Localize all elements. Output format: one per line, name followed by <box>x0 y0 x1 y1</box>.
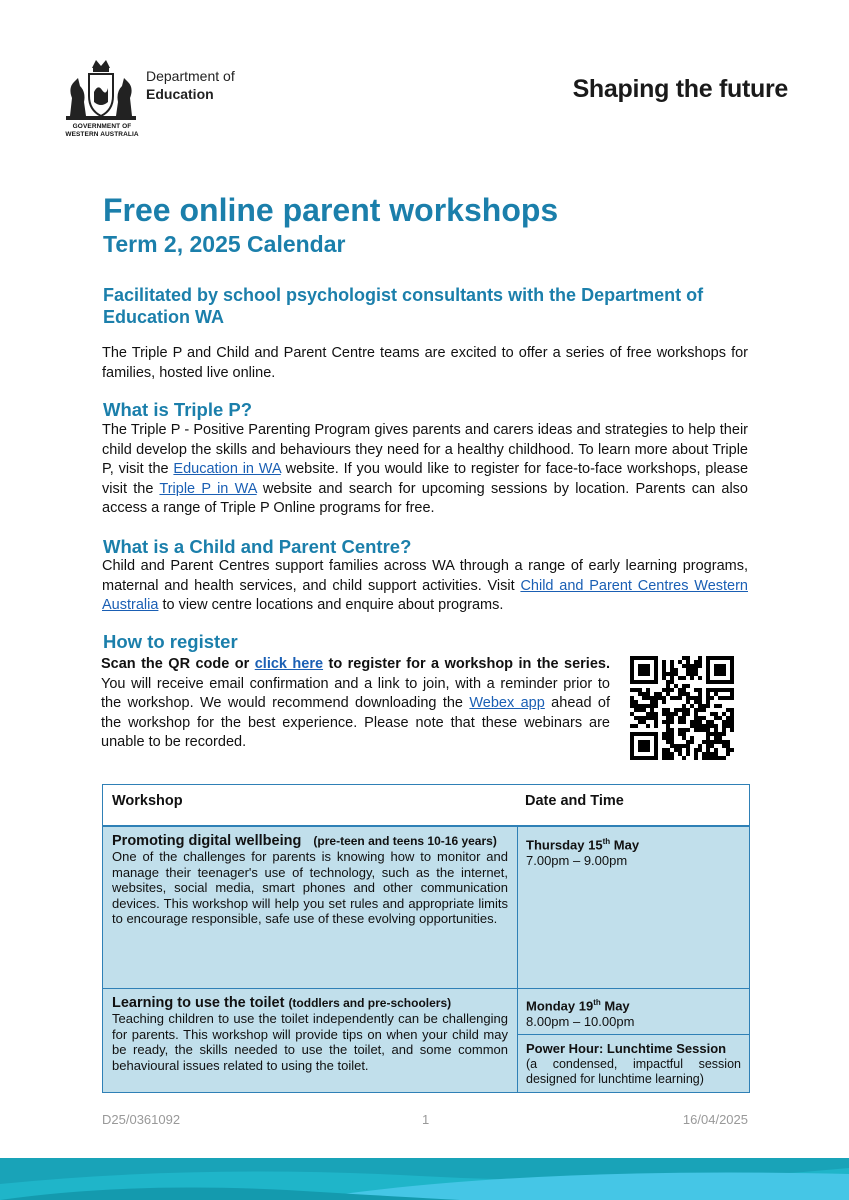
triple-p-paragraph: The Triple P - Positive Parenting Program gives parents and carers ideas and strategies to help their child develop the skills and behaviours they need for a healthy childhood. To learn more about Triple P, visit the Education in WA website. If you would like to register for face-to-face workshops, please visit the Triple P in WA website and search for upcoming sessions by location. Parents can also access a range of Triple P Online programs for free. <box>102 422 749 516</box>
date-cell <box>518 989 749 1034</box>
workshop-description: Teaching children to use the toilet independently can be challenging for parents. This workshop will provide tips on when your child may be ready, the skills needed to use the toilet, and some common behavioural issues related to using the toilet. <box>112 1011 508 1073</box>
register-paragraph: Scan the QR code or click here to register for a workshop in the series. You will receive email confirmation and a link to join, with a reminder prior to the workshop. We would recommend downloading the Webex app ahead of the workshop for the best experience. Please note that these webinars are unable to be recorded. <box>101 656 610 750</box>
document-id: D25/0361092 <box>102 1112 181 1127</box>
cpc-heading: What is a Child and Parent Centre? <box>103 536 412 557</box>
triple-p-heading: What is Triple P? <box>103 399 253 420</box>
workshop-date: Monday 19th May <box>526 998 630 1014</box>
table-header <box>103 785 749 827</box>
page-number: 1 <box>422 1112 430 1127</box>
col-date-time: Date and Time <box>525 793 624 809</box>
session-title: Power Hour: Lunchtime Session <box>526 1041 727 1056</box>
education-in-wa-link[interactable]: Education in WA <box>173 461 281 477</box>
workshop-title: Learning to use the toilet (toddlers and pre-schoolers) <box>112 995 452 1011</box>
department-name: Department of Education <box>146 68 235 102</box>
tagline: Shaping the future <box>572 75 788 103</box>
table-row <box>103 827 517 988</box>
session-cell <box>518 1035 749 1092</box>
footer-wave-band <box>0 1158 849 1200</box>
cpc-wa-link[interactable]: Child and Parent Centres Western Australia <box>102 577 748 613</box>
workshop-time: 7.00pm – 9.00pm <box>526 853 628 869</box>
workshop-table <box>102 784 750 1093</box>
triple-p-in-wa-link[interactable]: Triple P in WA <box>159 480 257 497</box>
date-cell <box>518 827 749 988</box>
intro-paragraph: The Triple P and Child and Parent Centre teams are excited to offer a series of free workshops for families, hosted live online. <box>102 345 748 381</box>
page-title: Free online parent workshops <box>103 192 559 228</box>
qr-code[interactable] <box>630 656 734 760</box>
workshop-date: Thursday 15th May <box>526 837 640 853</box>
click-here-link[interactable]: click here <box>254 656 324 672</box>
document-date: 16/04/2025 <box>682 1112 748 1127</box>
facilitated-heading: Facilitated by school psychologist consultants with the Department of Education WA <box>103 285 704 327</box>
cpc-paragraph: Child and Parent Centres support families across WA through a range of early learning programs, maternal and health services, and child support activities. Visit Child and Parent Centres Western Australia to view centre locations and enquire about programs. <box>102 558 748 613</box>
session-description: (a condensed, impactful session designed for lunchtime learning) <box>526 1057 741 1086</box>
webex-app-link[interactable]: Webex app <box>469 695 545 711</box>
page-subtitle: Term 2, 2025 Calendar <box>103 231 346 257</box>
crest-caption: GOVERNMENT OF WESTERN AUSTRALIA <box>65 123 139 138</box>
workshop-description: One of the challenges for parents is knowing how to monitor and manage their teenager's use of technology, such as the internet, websites, social media, smart phones and other communication devices. This workshop will help you set rules and appropriate limits to encourage responsible, safe use of these evolving opportunities. <box>112 849 508 926</box>
workshop-time: 8.00pm – 10.00pm <box>526 1014 635 1030</box>
col-workshop: Workshop <box>112 793 183 809</box>
workshop-title: Promoting digital wellbeing (pre-teen and teens 10-16 years) <box>112 833 497 849</box>
table-row <box>103 989 517 1092</box>
register-heading: How to register <box>103 631 238 652</box>
